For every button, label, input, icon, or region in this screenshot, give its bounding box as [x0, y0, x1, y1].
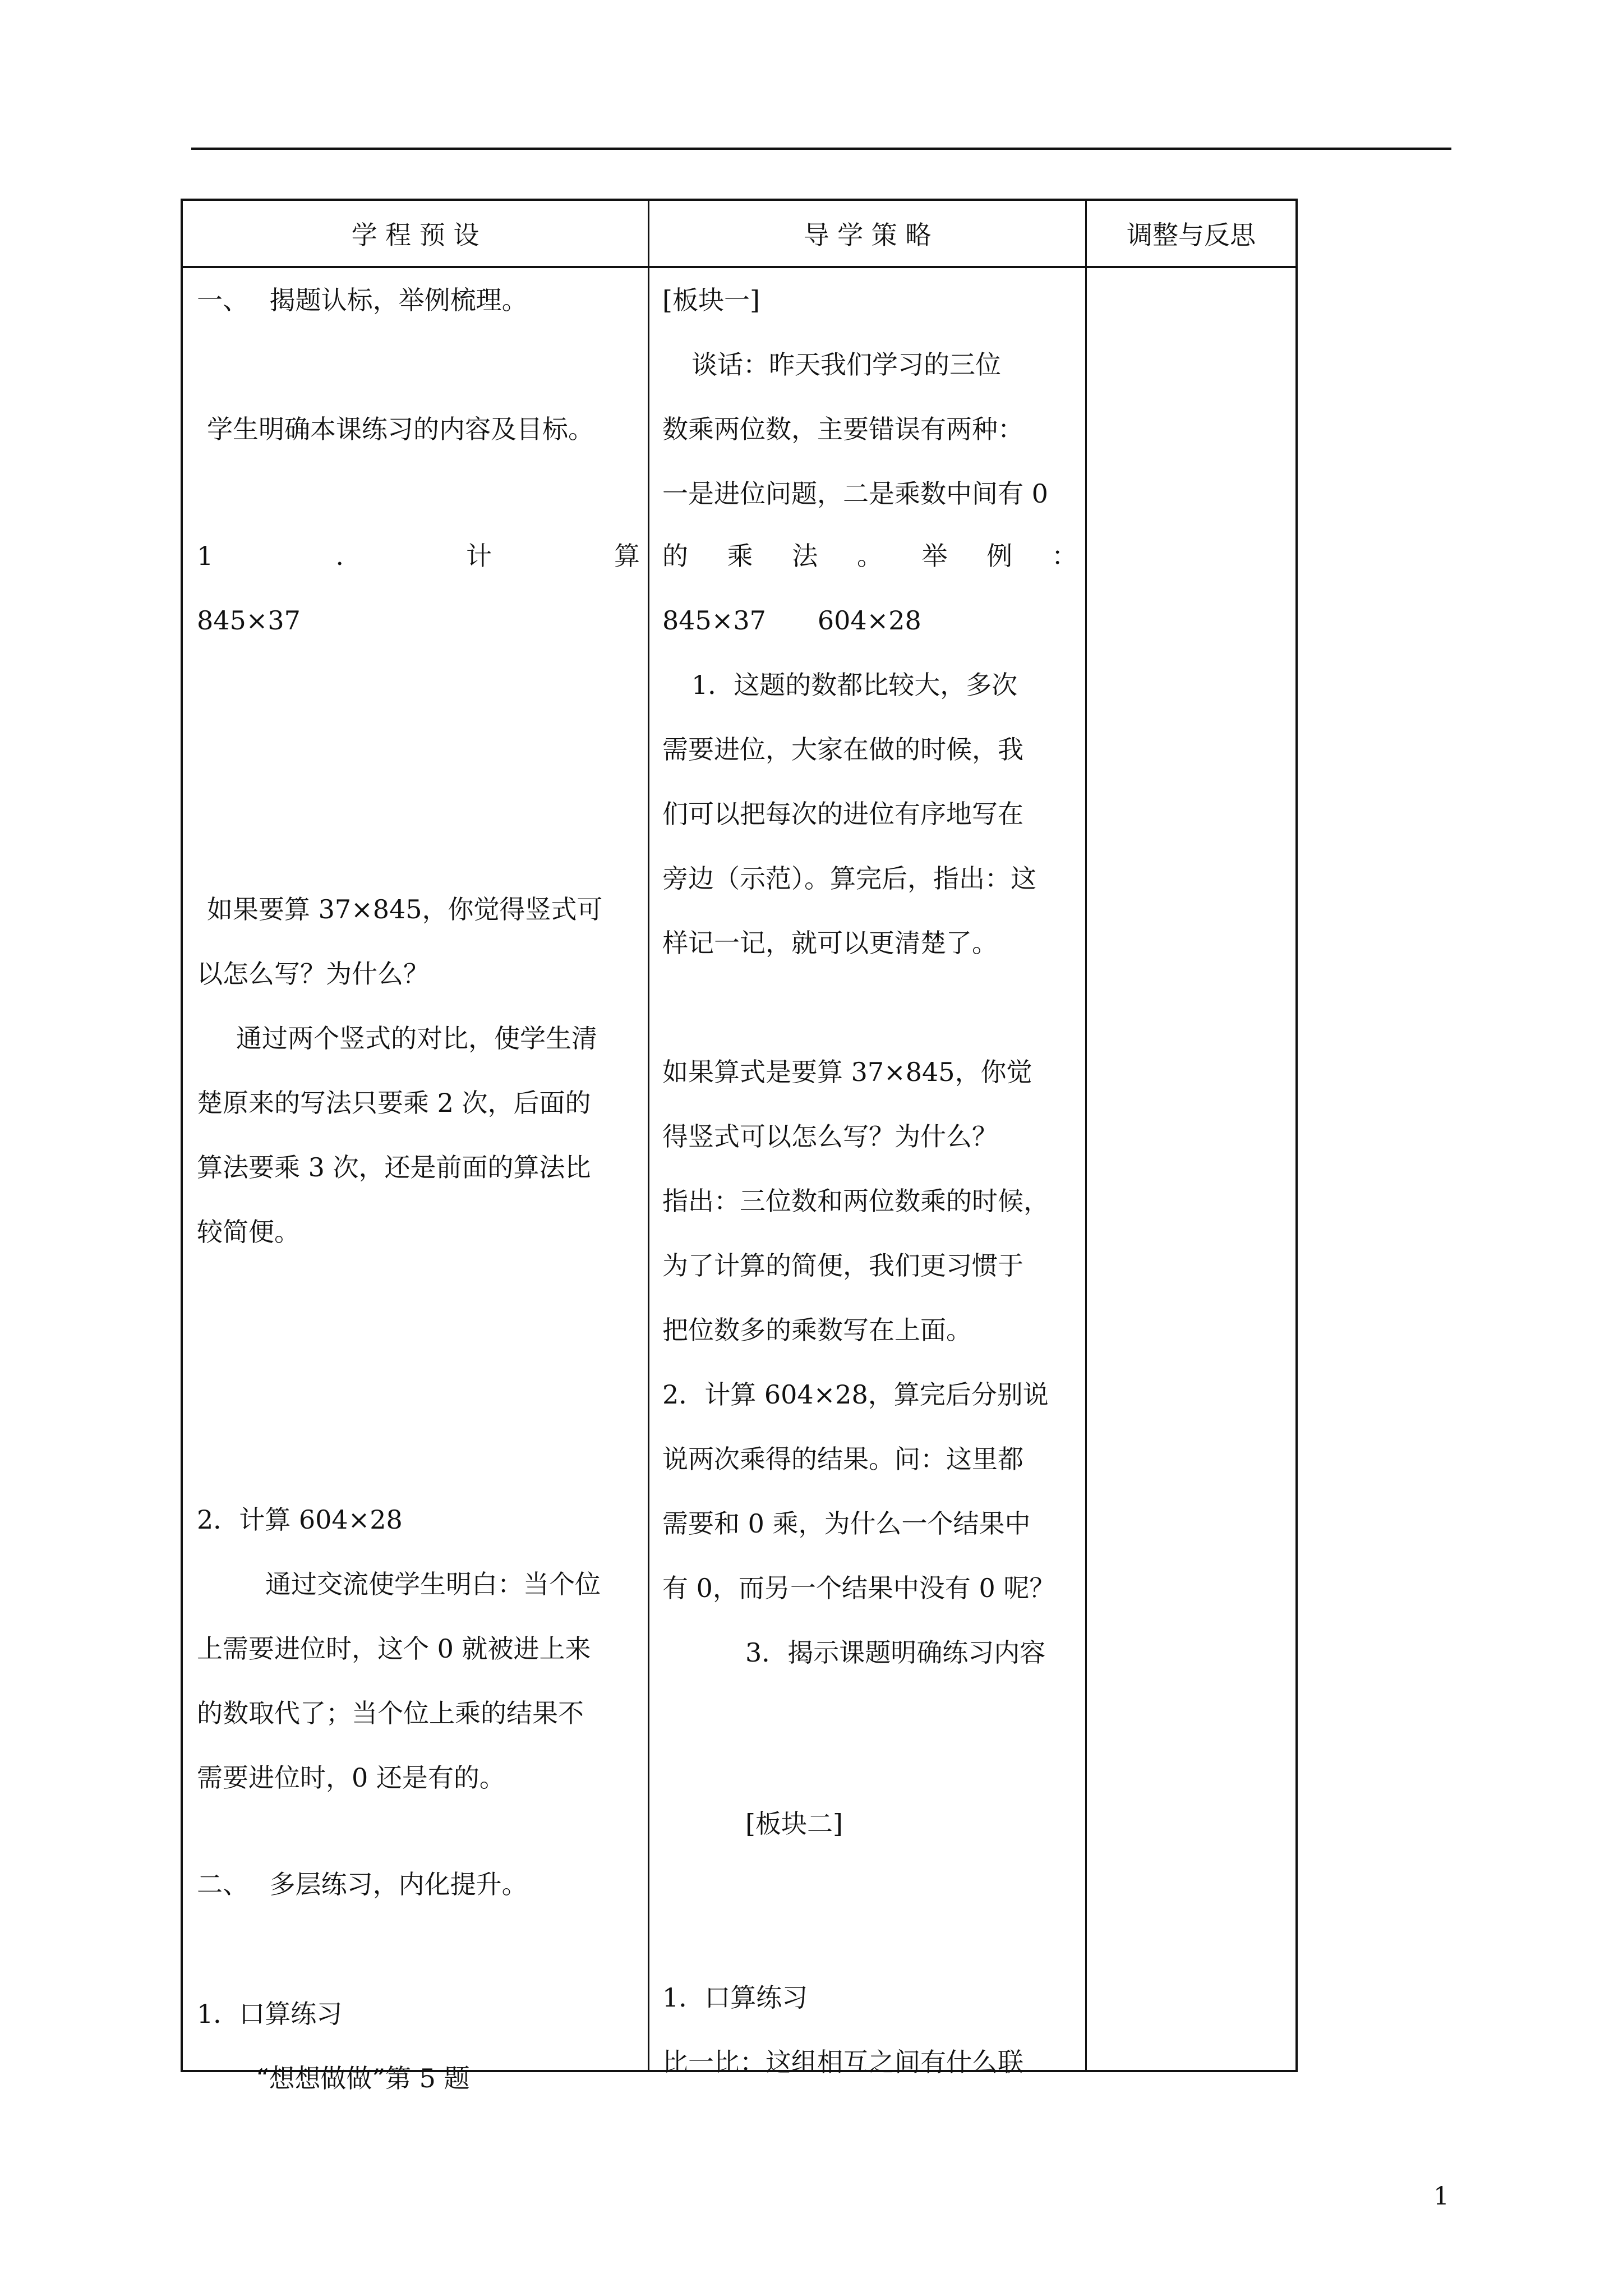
text-line: 2．计算 604×28 [197, 1504, 403, 1535]
text-line: 学生明确本课练习的内容及目标。 [207, 414, 594, 444]
text-line: 指出：三位数和两位数乘的时候， [662, 1186, 1049, 1216]
text-word: 的 [662, 541, 688, 571]
text-line: 旁边（示范）。算完后，指出：这 [662, 863, 1036, 894]
text-word: 算 [614, 541, 640, 571]
text-line: 有 0，而另一个结果中没有 0 呢？ [662, 1573, 1055, 1603]
header-rule [191, 148, 1451, 150]
block-label: [板块二] [745, 1809, 843, 1839]
adjustment-reflection-cell [1087, 268, 1295, 2069]
text-line: 楚原来的写法只要乘 2 次，后面的 [197, 1088, 591, 1118]
text-line: 比一比：这组相互之间有什么联 [662, 2047, 1023, 2077]
text-line: 如果算式是要算 37×845，你觉 [662, 1057, 1032, 1087]
text-line: 得竖式可以怎么写？为什么？ [662, 1121, 998, 1152]
text-line: 845×37 [197, 605, 301, 636]
text-line: 数乘两位数，主要错误有两种： [662, 414, 1023, 444]
text-line: 需要和 0 乘，为什么一个结果中 [662, 1508, 1031, 1539]
text-line: 3．揭示课题明确练习内容 [745, 1637, 1046, 1668]
text-line: 1．口算练习 [662, 1982, 808, 2013]
text-line: 2．计算 604×28，算完后分别说 [662, 1379, 1049, 1410]
text-line: 把位数多的乘数写在上面。 [662, 1315, 972, 1345]
section-heading: 二、 多层练习，内化提升。 [197, 1869, 528, 1899]
text-line: 通过两个竖式的对比，使学生清 [236, 1023, 597, 1053]
column-header-guidance-strategy: 导 学 策 略 [803, 220, 932, 250]
text-line: 上需要进位时，这个 0 就被进上来 [197, 1634, 591, 1664]
text-line-justified [662, 524, 1077, 588]
text-line: 通过交流使学生明白：当个位 [265, 1569, 601, 1599]
learning-plan-cell [197, 268, 640, 2093]
text-line: 需要进位时，0 还是有的。 [197, 1763, 505, 1793]
column-divider [648, 201, 649, 2070]
text-line: 算法要乘 3 次，还是前面的算法比 [197, 1152, 591, 1182]
text-line: 845×37 604×28 [662, 605, 921, 636]
text-line: 如果要算 37×845，你觉得竖式可 [207, 894, 603, 924]
text-line: 需要进位，大家在做的时候，我 [662, 734, 1023, 765]
text-word: 法 [792, 541, 818, 571]
text-word: 乘 [727, 541, 753, 571]
text-line: 为了计算的简便，我们更习惯于 [662, 1250, 1023, 1281]
text-line: 的数取代了；当个位上乘的结果不 [197, 1698, 584, 1728]
text-line: 1．口算练习 [197, 1999, 343, 2029]
text-word: . [335, 541, 344, 571]
text-word: 1 [197, 541, 214, 571]
column-header-adjustment-reflection: 调整与反思 [1127, 220, 1256, 250]
page-number: 1 [1433, 2182, 1449, 2211]
text-line: “想想做做”第 5 题 [256, 2063, 470, 2093]
guidance-strategy-cell [662, 268, 1077, 2077]
text-line: 样记一记，就可以更清楚了。 [662, 928, 998, 958]
text-word: 例 [986, 541, 1013, 571]
text-line: 谈话：昨天我们学习的三位 [691, 349, 1001, 380]
text-line: 们可以把每次的进位有序地写在 [662, 799, 1023, 829]
text-word: 举 [921, 541, 948, 571]
block-label: [板块一] [662, 285, 760, 315]
text-line: 以怎么写？为什么？ [197, 959, 429, 989]
text-line: 1．这题的数都比较大，多次 [691, 670, 1018, 700]
section-heading: 一、 揭题认标，举例梳理。 [197, 285, 528, 315]
text-word: 。 [856, 541, 883, 571]
text-line: 说两次乘得的结果。问：这里都 [662, 1444, 1023, 1474]
text-line-justified [197, 524, 640, 588]
column-header-learning-plan: 学 程 预 设 [351, 220, 479, 250]
text-line: 较简便。 [197, 1217, 300, 1247]
text-word: ： [1051, 541, 1077, 571]
lesson-plan-table [181, 199, 1298, 2093]
text-line: 一是进位问题，二是乘数中间有 0 [662, 478, 1048, 509]
text-word: 计 [465, 541, 492, 571]
